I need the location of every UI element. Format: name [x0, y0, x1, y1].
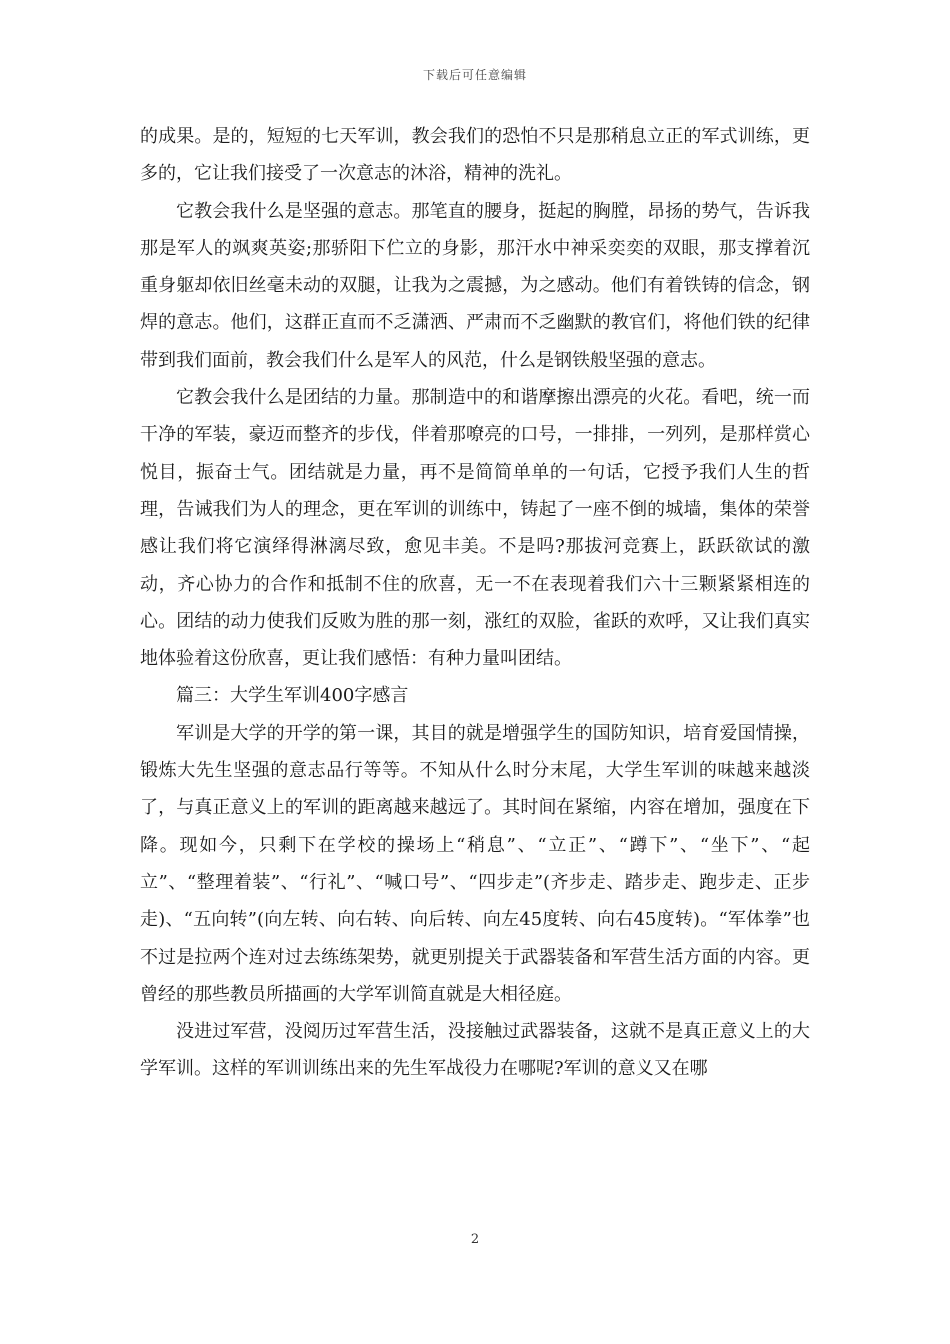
paragraph-3: 它教会我什么是团结的力量。那制造中的和谐摩擦出漂亮的火花。看吧，统一而干净的军装，豪迈而整齐的步伐，伴着那嘹亮的口号，一排排，一列列，是那样赏心悦目，振奋士气。团结就是力量，再不是简简单单的一句话，它授予我们人生的哲理，告诫我们为人的理念，更在军训的训练中，铸起了一座不倒的城墙，集体的荣誉感让我们将它演绎得淋漓尽致，愈见丰美。不是吗?那拔河竞赛上，跃跃欲试的激动，齐心协力的合作和抵制不住的欣喜，无一不在表现着我们六十三颗紧紧相连的心。团结的动力使我们反败为胜的那一刻，涨红的双脸，雀跃的欢呼，又让我们真实地体验着这份欣喜，更让我们感悟：有种力量叫团结。: [140, 387, 810, 670]
paragraph-1: 的成果。是的，短短的七天军训，教会我们的恐怕不只是那稍息立正的军式训练，更多的，它让我们接受了一次意志的沐浴，精神的洗礼。: [140, 126, 810, 185]
paragraph-4: 军训是大学的开学的第一课，其目的就是增强学生的国防知识，培育爱国情操，锻炼大先生坚强的意志品行等等。不知从什么时分末尾，大学生军训的味越来越淡了，与真正意义上的军训的距离越来越远了。其时间在紧缩，内容在增加，强度在下降。现如今，只剩下在学校的操场上“稍息”、“立正”、“蹲下”、“坐下”、“起立”、“整理着装”、“行礼”、“喊口号”、“四步走”(齐步走、踏步走、跑步走、正步走)、“五向转”(向左转、向右转、向后转、向左45度转、向右45度转)。“军体拳”也不过是拉两个连对过去练练架势，就更别提关于武器装备和军营生活方面的内容。更曾经的那些教员所描画的大学军训简直就是大相径庭。: [140, 722, 810, 1005]
document-body: [140, 118, 810, 1088]
paragraph-2: 它教会我什么是坚强的意志。那笔直的腰身，挺起的胸膛，昂扬的势气，告诉我那是军人的飒爽英姿;那骄阳下伫立的身影，那汗水中神采奕奕的双眼，那支撑着沉重身躯却依旧丝毫未动的双腿，让我为之震撼，为之感动。他们有着铁铸的信念，钢焊的意志。他们，这群正直而不乏潇洒、严肃而不乏幽默的教官们，将他们铁的纪律带到我们面前，教会我们什么是军人的风范，什么是钢铁般坚强的意志。: [140, 200, 810, 371]
section-heading: 篇三：大学生军训400字感言: [176, 685, 409, 707]
page-header: 下载后可任意编辑: [422, 68, 527, 82]
page-number: 2: [470, 1232, 480, 1247]
paragraph-5: 没进过军营，没阅历过军营生活，没接触过武器装备，这就不是真正意义上的大学军训。这样的军训训练出来的先生军战役力在哪呢?军训的意义又在哪: [140, 1021, 810, 1080]
